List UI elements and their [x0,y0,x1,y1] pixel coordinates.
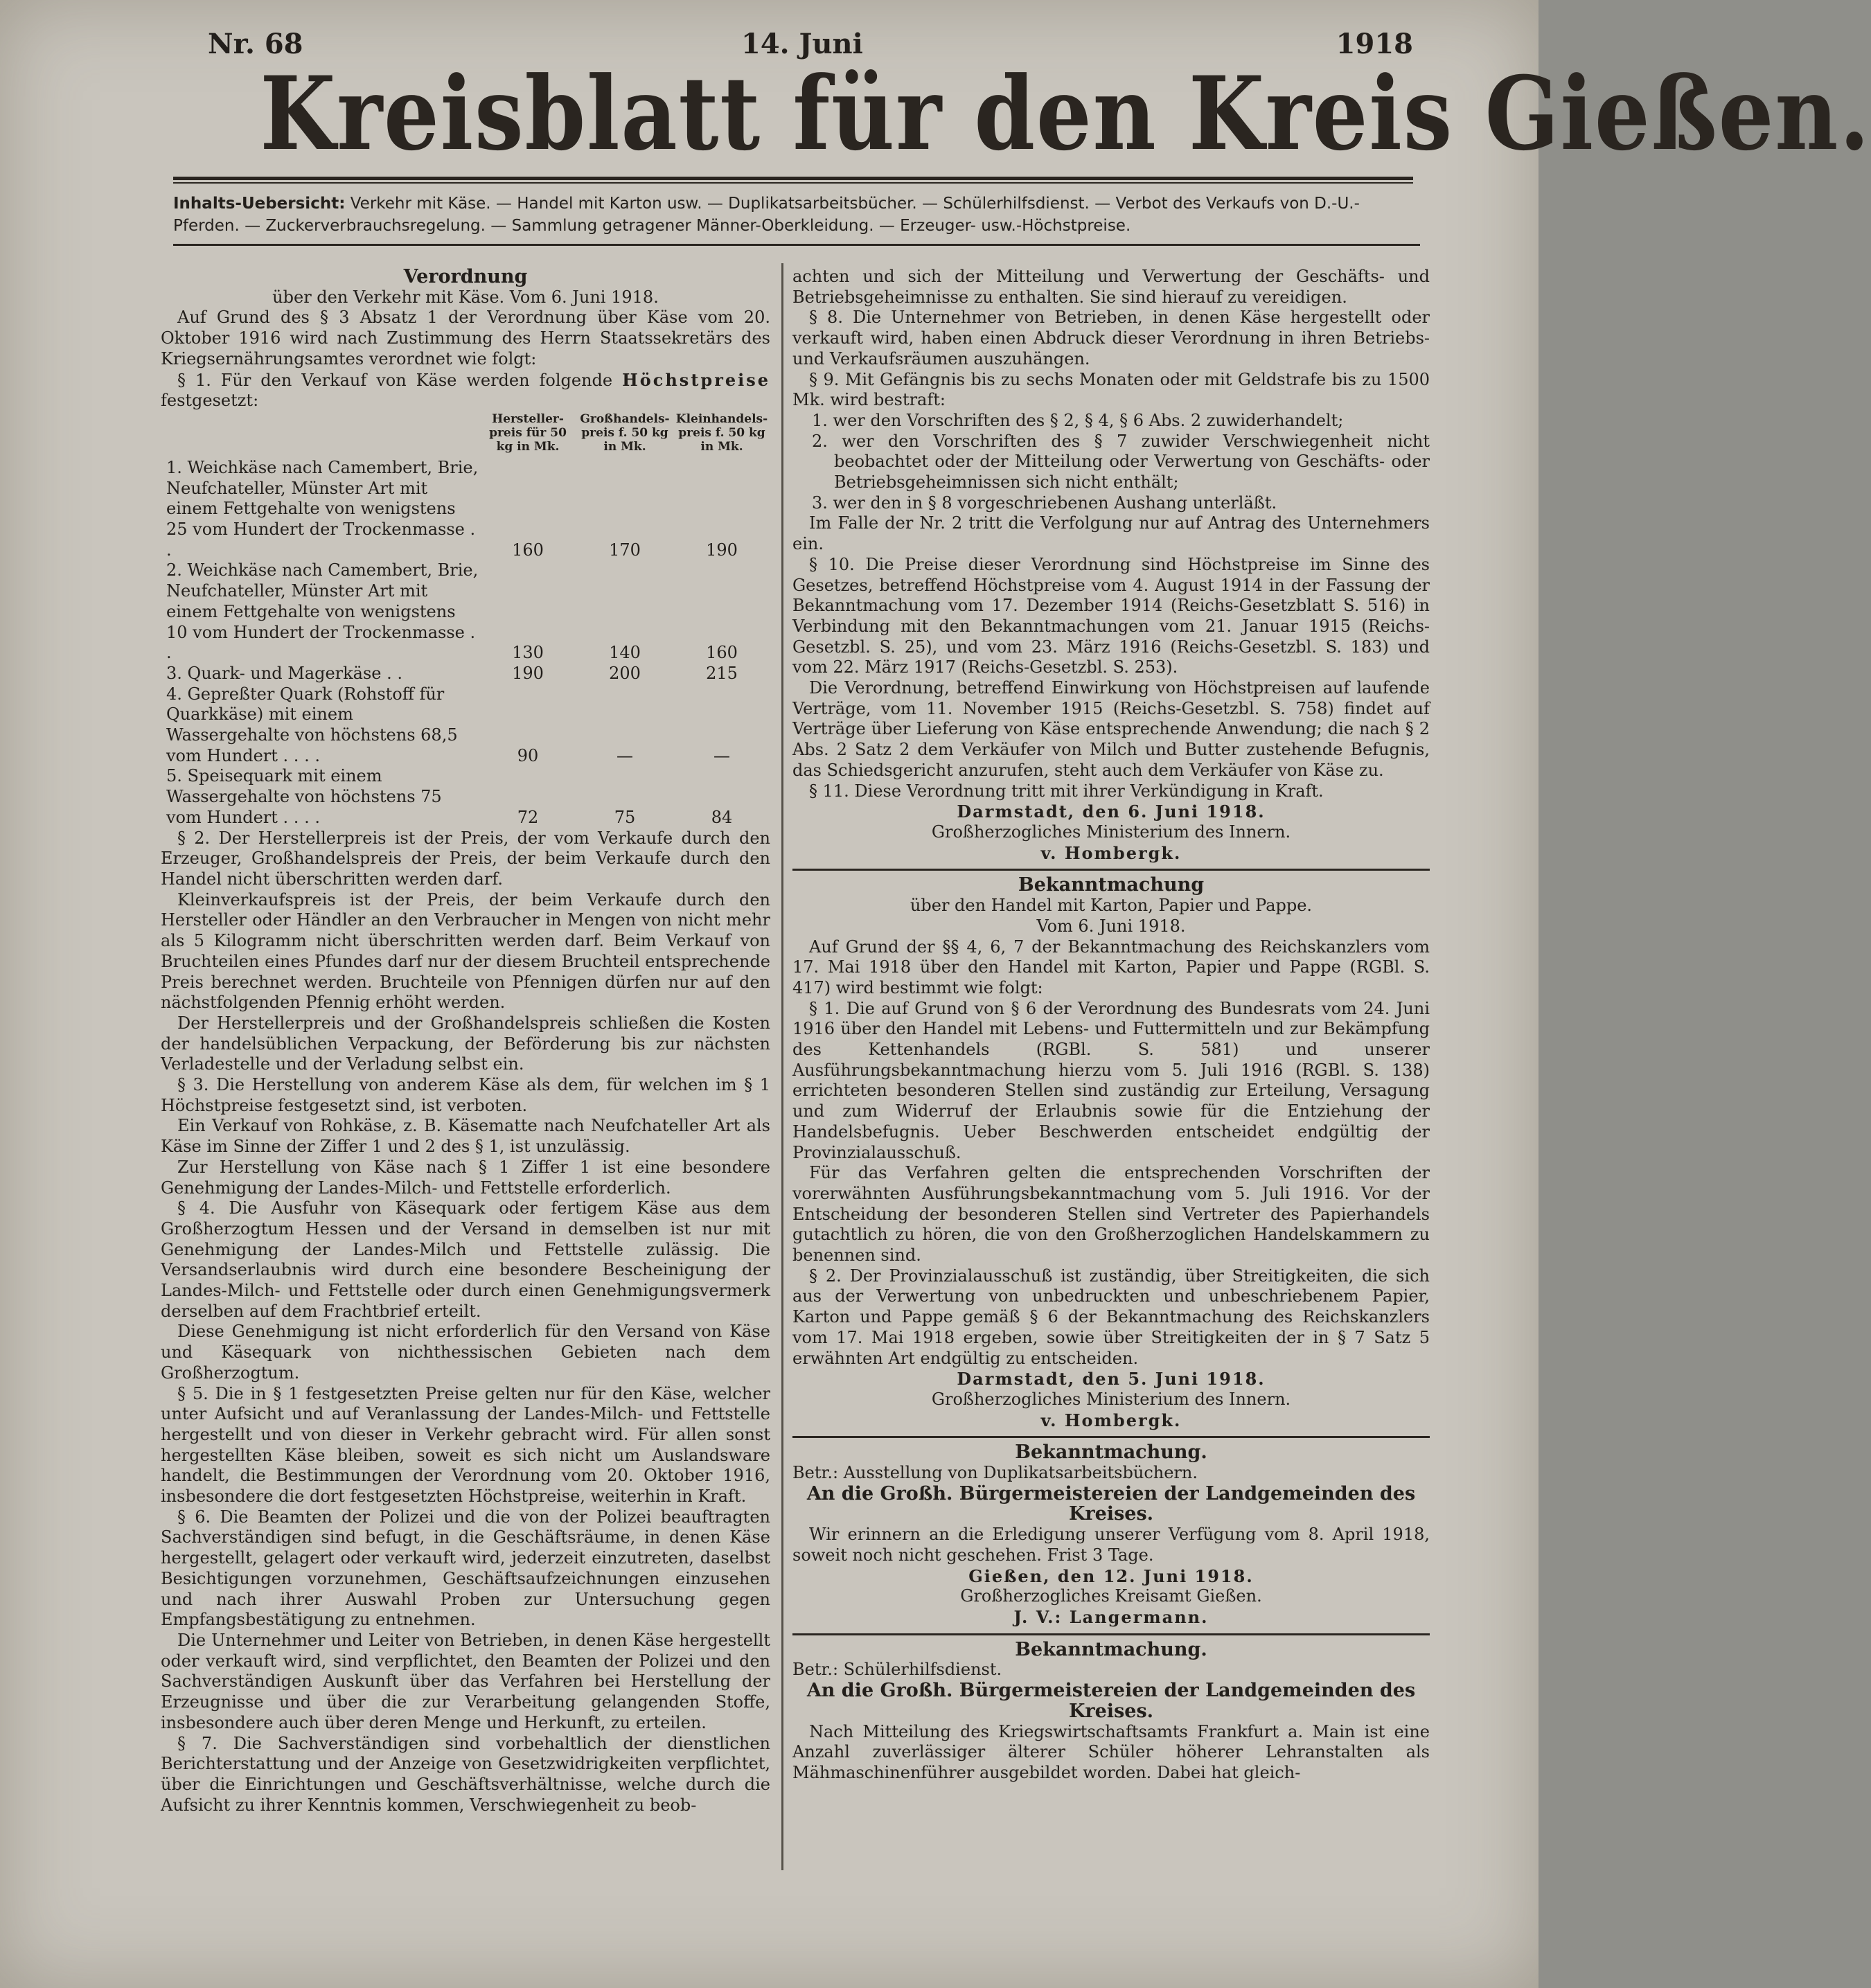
signature-name: v. Hombergk. [1040,1410,1182,1430]
right-column [792,267,1430,1784]
price-value: 200 [609,663,641,683]
section-3-b: Ein Verkauf von Rohkäse, z. B. Käsematte nach Neufchateller Art als Käse im Sinne der Ziffer 1 und 2 des § 1, ist unzulässig. [161,1116,770,1157]
signature-name: v. Hombergk. [1040,842,1182,863]
section-6: § 6. Die Beamten der Polizei und die von der Polizei beauftragten Sachverständigen sind befugt, in die Geschäftsräume, in denen Käse hergestellt, gelagert oder verkauft wird, jederzeit einzutreten, daselbst Besichtigungen vorzunehmen, Geschäftsaufzeichnungen einzusehen und nach ihrer Auswahl Proben zur Untersuchung gegen Empfangsbestätigung zu entnehmen. [161,1507,770,1630]
signature-office: Großherzogliches Ministerium des Innern. [931,1389,1291,1409]
masthead-rule [173,177,1413,180]
price-value: 190 [706,540,738,560]
section-10-b: Die Verordnung, betreffend Einwirkung von Höchstpreisen auf laufende Verträge, vom 11. November 1915 (Reichs-Gesetzbl. S. 758) findet auf Verträge über Lieferung von Käse entsprechende Anwendung; die nach § 2 Abs. 2 Satz 2 dem Verkäufer von Milch und Butter zustehende Befugnis, das Schiedsgericht anzurufen, steht auch dem Verkäufer von Käse zu. [792,678,1430,780]
signature-place: Gießen, den 12. Juni 1918. [968,1565,1254,1586]
section-6-b: Die Unternehmer und Leiter von Betrieben, in denen Käse hergestellt oder verkauft wird, sind verpflichtet, den Beamten der Polizei und den Sachverständigen Auskunft über das Verfahren bei Herstellung der Erzeugnisse und über die zur Verarbeitung gelangenden Stoffe, insbesondere auch über deren Menge und Herkunft, zu erteilen. [161,1631,770,1732]
announcement-section-2: § 2. Der Provinzialausschuß ist zuständig, über Streitigkeiten, die sich aus der Verwertung von unbedruckten und unbeschriebenem Papier, Karton und Pappe gemäß § 6 der Bekanntmachung des Reichskanzlers vom 17. Mai 1918 ergeben, sowie über Streitigkeiten der in § 7 Satz 5 erwähnten Art endgültig zu entscheiden. [792,1266,1430,1368]
contents-label: Inhalts-Uebersicht: [173,195,346,213]
issue-year: 1918 [1336,28,1413,60]
price-value: 130 [512,643,544,663]
issue-number: Nr. 68 [208,28,303,60]
section-3-c: Zur Herstellung von Käse nach § 1 Ziffer 1 ist eine besondere Genehmigung der Landes-Milch- und Fettstelle erforderlich. [161,1157,770,1198]
ordinance-intro: Auf Grund des § 3 Absatz 1 der Verordnung über Käse vom 20. Oktober 1916 wird nach Zustimmung des Herrn Staatssekretärs des Kriegsernährungsamtes verordnet wie folgt: [161,308,770,369]
section-9-b: Im Falle der Nr. 2 tritt die Verfolgung nur auf Antrag des Unternehmers ein. [792,513,1430,554]
section-7-continued: achten und sich der Mitteilung und Verwertung der Geschäfts- und Betriebsgeheimnisse zu enthalten. Sie sind hierauf zu vereidigen. [792,267,1430,307]
price-value: 170 [609,540,641,560]
announcement-addressee: An die Großh. Bürgermeistereien der Landgemeinden des Kreises. [806,1482,1416,1525]
signature-office: Großherzogliches Ministerium des Innern. [931,822,1291,842]
announcement-text: Nach Mitteilung des Kriegswirtschaftsamts Frankfurt a. Main ist eine Anzahl zuverlässiger älterer Schüler höherer Lehranstalten als Mähmaschinenführer ausgebildet worden. Dabei hat gleich- [792,1721,1430,1782]
price-value: 72 [517,807,539,827]
section-divider [792,869,1430,871]
table-row [161,560,770,664]
price-table [161,411,770,828]
section-5: § 5. Die in § 1 festgesetzten Preise gelten nur für den Käse, welcher unter Aufsicht und auf Veranlassung der Landes-Milch- und Fettstelle hergestellt und von dieser in Verkehr gebracht wird. Für allen sonst hergestellten Käse bleiben, soweit es sich nicht um Auslandsware handelt, die Bestimmungen der Verordnung vom 20. Oktober 1916, insbesondere die dort festgesetzten Höchstpreise, weiterhin in Kraft. [161,1383,770,1507]
ordinance-title: Verordnung [403,266,528,287]
signature-office: Großherzogliches Kreisamt Gießen. [960,1586,1262,1606]
announcement-title: Bekanntmachung [1018,874,1205,896]
announcement-subject: Betr.: Ausstellung von Duplikatsarbeitsbüchern. [792,1463,1198,1483]
announcement-subtitle: über den Handel mit Karton, Papier und Pappe. [910,896,1313,916]
section-10: § 10. Die Preise dieser Verordnung sind Höchstpreise im Sinne des Gesetzes, betreffend Höchstpreise vom 4. August 1914 in der Fassung der Bekanntmachung vom 17. Dezember 1914 (Reichs-Gesetzblatt S. 516) in Verbindung mit den Bekanntmachungen vom 21. Januar 1915 (Reichs-Gesetzbl. S. 25), und vom 23. März 1916 (Reichs-Gesetzbl. S. 183) und vom 22. März 1917 (Reichs-Gesetzbl. S. 253). [792,554,1430,677]
price-value: — [713,745,730,765]
price-header: Kleinhandels-preis f. 50 kg in Mk. [675,411,768,454]
section-1-emph: Höchstpreise [622,369,770,390]
price-item: 1. Weichkäse nach Camembert, Brie, Neufchateller, Münster Art mit einem Fettgehalte von wenigstens 25 vom Hundert der Trockenmasse . . [166,457,479,560]
signature-place: Darmstadt, den 6. Juni 1918. [957,801,1266,822]
section-8: § 8. Die Unternehmer von Betrieben, in denen Käse hergestellt oder verkauft wird, haben einen Abdruck dieser Verordnung in ihren Betriebs- und Verkaufsräumen auszuhängen. [792,308,1430,369]
section-1-lead: § 1. Für den Verkauf von Käse werden folgende [177,370,613,390]
contents-rule [173,244,1420,246]
announcement-intro: Auf Grund der §§ 4, 6, 7 der Bekanntmachung des Reichskanzlers vom 17. Mai 1918 über den Handel mit Karton, Papier und Pappe (RGBl. S. 417) wird bestimmt wie folgt: [792,937,1430,997]
left-column [161,267,770,1816]
list-item: 3. wer den in § 8 vorgeschriebenen Aushang unterläßt. [812,492,1277,513]
announcement-text: Wir erinnern an die Erledigung unserer Verfügung vom 8. April 1918, soweit noch nicht geschehen. Frist 3 Tage. [792,1525,1430,1565]
section-divider [792,1436,1430,1438]
price-value: 160 [706,643,738,663]
price-header: Großhandels-preis f. 50 kg in Mk. [580,411,670,454]
section-9: § 9. Mit Gefängnis bis zu sechs Monaten oder mit Geldstrafe bis zu 1500 Mk. wird bestraft: [792,369,1430,410]
announcement-section-1-b: Für das Verfahren gelten die entsprechenden Vorschriften der vorerwähnten Ausführungsbekanntmachung vom 5. Juli 1916. Vor der Entscheidung der besonderen Stellen sind Vertreter des Papierhandels gutachtlich zu hören, die von den Großherzoglichen Handelskammern zu benennen sind. [792,1163,1430,1266]
table-of-contents [173,193,1420,237]
section-2: § 2. Der Herstellerpreis ist der Preis, der vom Verkaufe durch den Erzeuger, Großhandelspreis der Preis, der beim Verkaufe durch den Handel nicht überschritten werden darf. [161,828,770,889]
list-item: 2. wer den Vorschriften des § 7 zuwider Verschwiegenheit nicht beobachtet oder der Mitteilung oder Verwertung von Geschäfts- oder Betriebsgeheimnissen sich nicht enthält; [812,431,1430,492]
masthead-rule-thin [173,182,1413,184]
announcement-section-1: § 1. Die auf Grund von § 6 der Verordnung des Bundesrats vom 24. Juni 1916 über den Handel mit Lebens- und Futtermitteln und zur Bekämpfung des Kettenhandels (RGBl. S. 581) und unserer Ausführungsbekanntmachung hierzu vom 5. Juli 1916 (RGBl. S. 138) errichteten besonderen Stellen sind zuständig zur Erteilung, Versagung und zum Widerruf der Erlaubnis sowie für die Entziehung der Handelsbefugnis. Ueber Beschwerden entscheidet endgültig der Provinzialausschuß. [792,998,1430,1162]
announcement-addressee: An die Großh. Bürgermeistereien der Landgemeinden des Kreises. [806,1680,1416,1722]
announcement-title: Bekanntmachung. [1015,1638,1207,1660]
signature-name: J. V.: Langermann. [1013,1607,1209,1627]
section-2-b: Kleinverkaufspreis ist der Preis, der beim Verkaufe durch den Hersteller oder Händler an den Verbraucher in Mengen von nicht mehr als 5 Kilogramm nicht überschritten werden darf. Beim Verkauf von Bruchteilen eines Pfundes darf nur der diesem Bruchteil entsprechende Preis berechnet werden. Bruchteile von Pfennigen dürfen nur auf den nächstfolgenden Pfennig erhöht werden. [161,889,770,1013]
section-4: § 4. Die Ausfuhr von Käsequark oder fertigem Käse aus dem Großherzogtum Hessen und der Versand in demselben ist nur mit Genehmigung der Landes-Milch und Fettstelle zulässig. Die Versandserlaubnis wird durch eine besondere Bescheinigung der Landes-Milch- und Fettstelle oder durch einen Genehmigungsvermerk derselben auf dem Frachtbrief erteilt. [161,1198,770,1321]
price-value: 90 [517,745,539,765]
ordinance-subtitle: über den Verkehr mit Käse. Vom 6. Juni 1918. [272,287,659,307]
table-row [161,458,770,561]
price-value: 215 [706,663,738,683]
price-value: 190 [512,663,544,683]
price-item: 2. Weichkäse nach Camembert, Brie, Neufchateller, Münster Art mit einem Fettgehalte von wenigstens 10 vom Hundert der Trockenmasse . . [166,560,479,663]
signature-place: Darmstadt, den 5. Juni 1918. [957,1369,1266,1390]
table-row [161,664,770,684]
section-2-c: Der Herstellerpreis und der Großhandelspreis schließen die Kosten der handelsüblichen Verpackung, der Beförderung bis zur nächsten Verladestelle und der Verladung selbst ein. [161,1013,770,1074]
section-4-b: Diese Genehmigung ist nicht erforderlich für den Versand von Käse und Käsequark von nichthessischen Gebieten nach dem Großherzogtum. [161,1322,770,1383]
table-row [161,766,770,828]
announcement-date: Vom 6. Juni 1918. [1036,916,1186,936]
section-3: § 3. Die Herstellung von anderem Käse als dem, für welchen im § 1 Höchstpreise festgesetzt sind, ist verboten. [161,1075,770,1115]
price-item: 3. Quark- und Magerkäse . . [166,663,403,683]
price-item: 5. Speisequark mit einem Wassergehalte von höchstens 75 vom Hundert . . . . [166,766,442,827]
section-11: § 11. Diese Verordnung tritt mit ihrer Verkündigung in Kraft. [809,781,1324,801]
price-item: 4. Gepreßter Quark (Rohstoff für Quarkkäse) mit einem Wassergehalte von höchstens 68,5 vom Hundert . . . . [166,684,458,765]
section-divider [792,1633,1430,1635]
column-divider [781,263,783,1870]
issue-date: 14. Juni [741,28,863,60]
announcement-subject: Betr.: Schülerhilfsdienst. [792,1660,1002,1680]
price-value: 140 [609,643,641,663]
section-1-tail: festgesetzt: [161,391,259,411]
price-header: Hersteller-preis für 50 kg in Mk. [489,411,567,454]
announcement-title: Bekanntmachung. [1015,1441,1207,1464]
table-row [161,684,770,767]
list-item: 1. wer den Vorschriften des § 2, § 4, § 6 Abs. 2 zuwiderhandelt; [812,410,1344,430]
contents-text: Verkehr mit Käse. — Handel mit Karton usw. — Duplikatsarbeitsbücher. — Schülerhilfsdienst. — Verbot des Verkaufs von D.-U.-Pferden. — Zuckerverbrauchsregelung. — Sammlung getragener Männer-Oberkleidung. — Erzeuger- usw.-Höchstpreise. [173,195,1360,235]
price-value: 160 [512,540,544,560]
price-value: 84 [711,807,733,827]
price-value: — [617,745,633,765]
section-1 [161,370,770,411]
masthead-title: Kreisblatt für den Kreis Gießen. [260,55,1871,173]
price-value: 75 [614,807,636,827]
section-7: § 7. Die Sachverständigen sind vorbehaltlich der dienstlichen Berichterstattung und der Anzeige von Gesetzwidrigkeiten verpflichtet, über die Einrichtungen und Geschäftsverhältnisse, welche durch die Aufsicht zu ihrer Kenntnis kommen, Verschwiegenheit zu beob- [161,1733,770,1815]
